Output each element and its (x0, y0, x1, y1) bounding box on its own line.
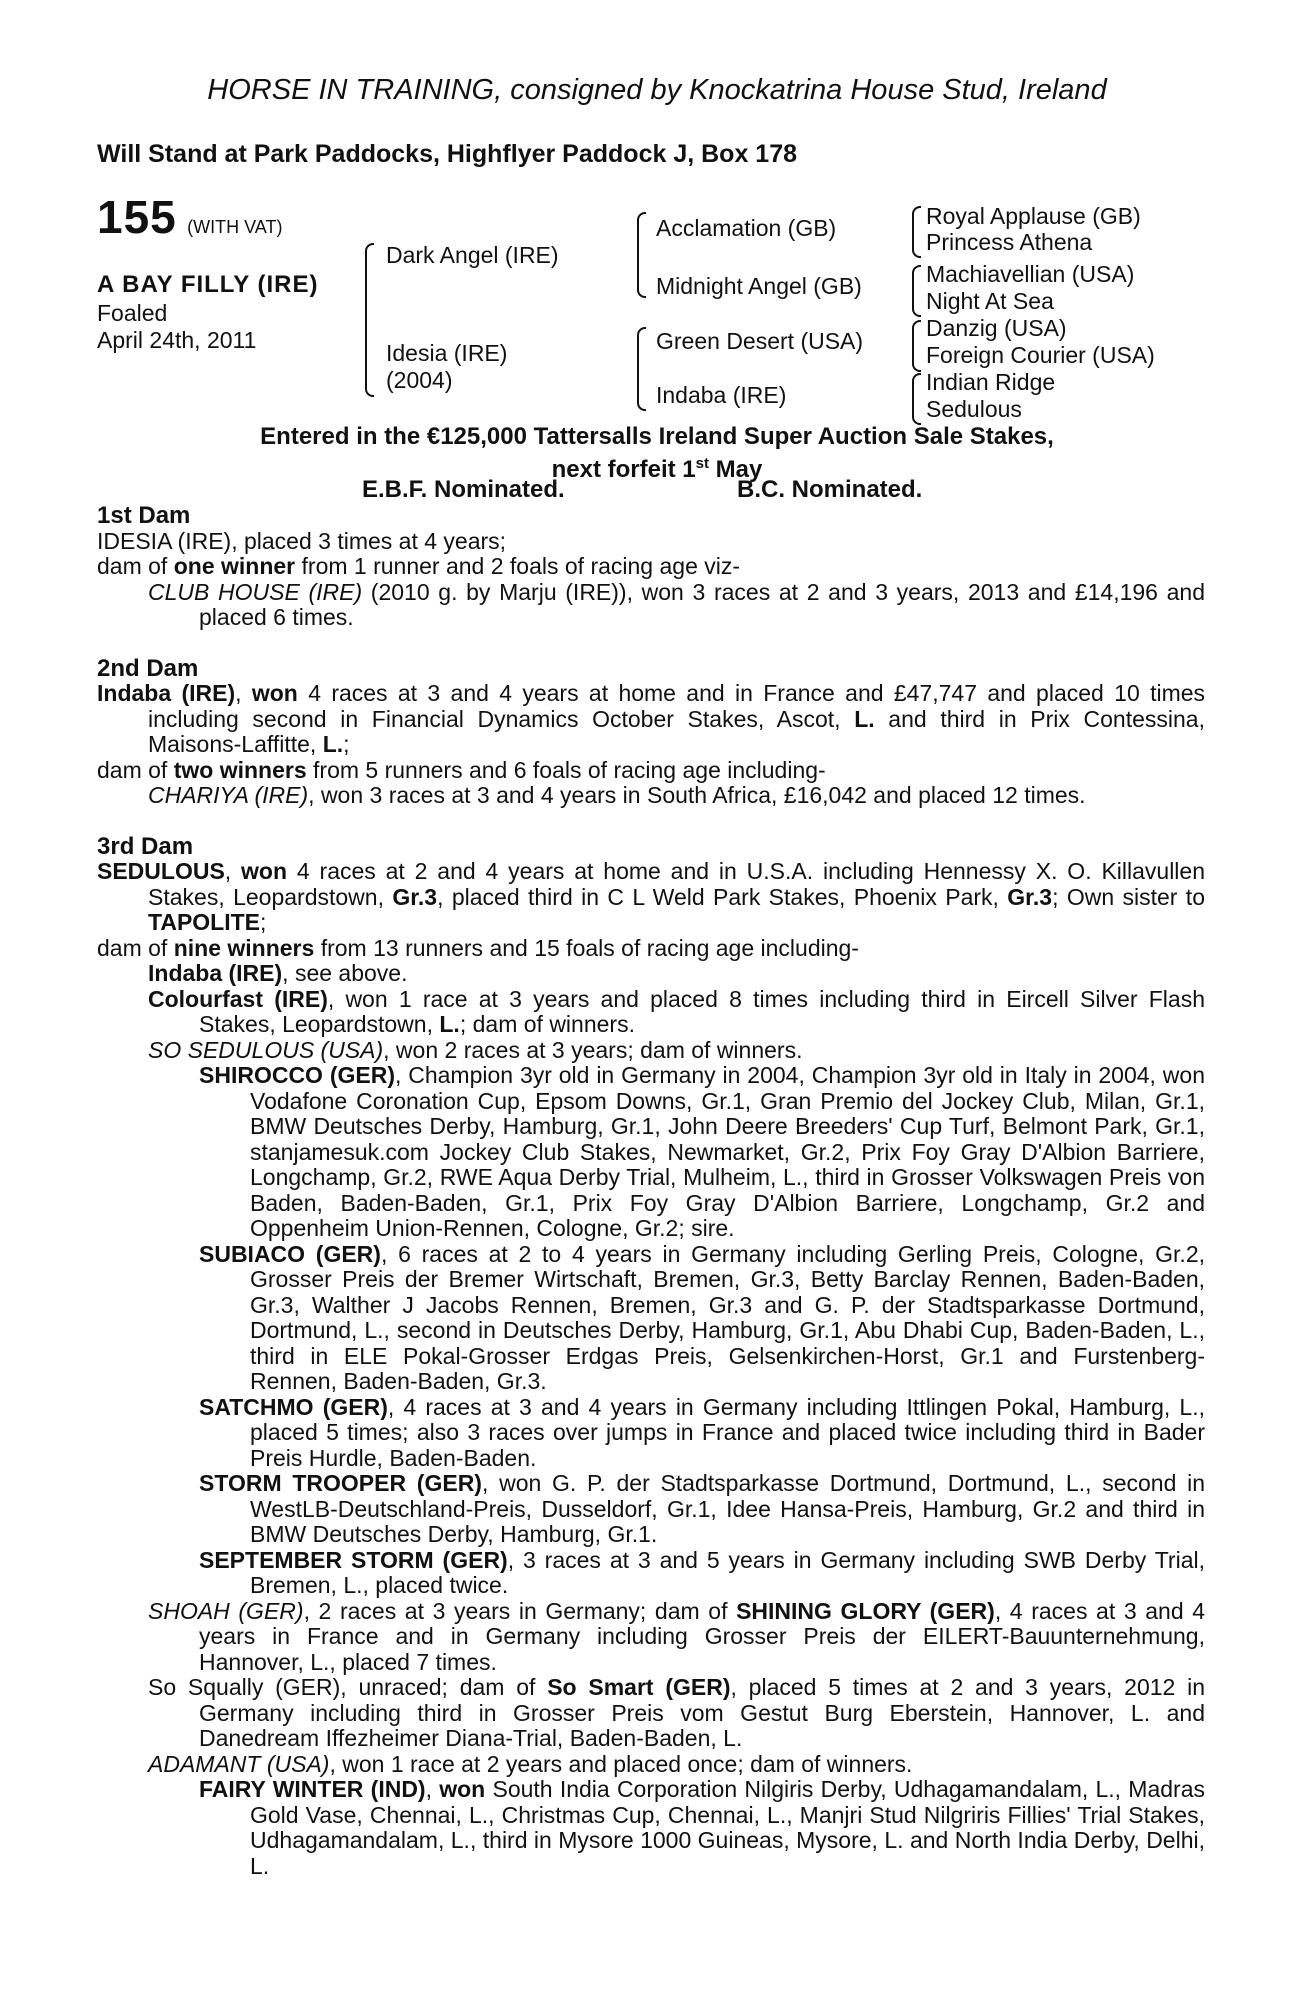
produce-so-sedulous: SO SEDULOUS (USA), won 2 races at 3 years; dam of winners. (148, 1036, 803, 1063)
bc-nomination: B.C. Nominated. (737, 476, 923, 503)
page-header: HORSE IN TRAINING, consigned by Knockatrina House Stud, Ireland (207, 74, 1107, 106)
produce-satchmo: SATCHMO (GER), 4 races at 3 and 4 years in Germany including Ittlingen Pokal, Hamburg, L., placed 5 times; also 3 races over jumps in France and placed twice including third in Bader Preis Hurdle, Baden-Baden. (199, 1393, 1205, 1471)
produce-shoah: SHOAH (GER), 2 races at 3 years in Germany; dam of SHINING GLORY (GER), 4 races at 3 and 4 years in France and in Germany including Grosser Preis der EILERT-Bauunternehmung, Hannover, L., placed 7 times. (148, 1597, 1206, 1675)
pedigree-brace-4 (912, 206, 921, 258)
pedigree-g7: Indian Ridge (926, 369, 1056, 395)
dam1-line2: dam of one winner from 1 runner and 2 foals of racing age viz- (97, 553, 741, 579)
pedigree-g6: Foreign Courier (USA) (926, 342, 1155, 368)
produce-indaba: Indaba (IRE), see above. (148, 960, 408, 986)
pedigree-g2: Princess Athena (926, 229, 1093, 255)
dam2-produce: CHARIYA (IRE), won 3 races at 3 and 4 years in South Africa, £16,042 and placed 12 times. (148, 782, 1086, 808)
produce-so-squally: So Squally (GER), unraced; dam of So Smart (GER), placed 5 times at 2 and 3 years, 2012 in Germany including third in Grosser Preis vom Gestut Burg Eberstein, Hannover, L. and Danedream Iffezheimer Diana-Trial, Baden-Baden, L. (148, 1674, 1205, 1751)
produce-storm-trooper: STORM TROOPER (GER), won G. P. der Stadtsparkasse Dortmund, Dortmund, L., second in WestLB-Deutschland-Preis, Dusseldorf, Gr.1, Idee Hansa-Preis, Hamburg, Gr.2 and third in BMW Deutsches Derby, Hamburg, Gr.1. (199, 1470, 1205, 1547)
dam3-dam-of: dam of nine winners from 13 runners and 15 foals of racing age including- (97, 934, 859, 961)
foaled-label: Foaled (97, 300, 168, 326)
pedigree-brace-7 (912, 373, 921, 425)
entry-line-2 (0, 450, 1314, 483)
pedigree-sire-dam: Midnight Angel (GB) (656, 273, 862, 299)
pedigree-g5: Danzig (USA) (926, 315, 1067, 341)
dam2-record: Indaba (IRE), won 4 races at 3 and 4 years at home and in France and £47,747 and placed 10 times including second in Financial Dynamics October Stakes, Ascot, L. and third in Prix Contessina, Maisons-Laffitte, L.; (97, 680, 1206, 757)
dam2-title: 2nd Dam (97, 654, 199, 682)
pedigree-brace-5 (912, 265, 921, 317)
pedigree-g1: Royal Applause (GB) (926, 203, 1141, 229)
catalogue-body (97, 503, 1205, 1879)
pedigree-dam-sire: Green Desert (USA) (656, 328, 864, 354)
entry-notice (0, 423, 1314, 483)
horse-name: A BAY FILLY (IRE) (97, 271, 319, 298)
pedigree-g3: Machiavellian (USA) (926, 261, 1135, 287)
dam1-title: 1st Dam (97, 502, 191, 529)
pedigree-sire: Dark Angel (IRE) (386, 242, 559, 268)
foaled-date: April 24th, 2011 (97, 327, 257, 353)
pedigree-brace-2 (637, 212, 646, 298)
pedigree-dam-dam: Indaba (IRE) (656, 382, 787, 408)
pedigree-brace-3 (637, 327, 646, 411)
produce-subiaco: SUBIACO (GER), 6 races at 2 to 4 years in Germany including Gerling Preis, Cologne, Gr.2, Grosser Preis der Bremer Wirtschaft, Bremen, Gr.3, Betty Barclay Rennen, Baden-Baden, Gr.3, Walther J Jacobs Rennen, Bremen, Gr.3 and G. P. der Stadtsparkasse Dortmund, Dortmund, L., second in Deutsches Derby, Hamburg, Gr.1, Abu Dhabi Cup, Baden-Baden, L., third in ELE Pokal-Grosser Erdgas Preis, Gelsenkirchen-Horst, Gr.1 and Furstenberg-Rennen, Baden-Baden, Gr.3. (199, 1240, 1205, 1394)
entry-line-2-pre: next forfeit 1 (551, 456, 696, 483)
dam1-line1: IDESIA (IRE), placed 3 times at 4 years; (97, 527, 507, 554)
entry-line-1: Entered in the €125,000 Tattersalls Ireland Super Auction Sale Stakes, (260, 423, 1054, 450)
location-line: Will Stand at Park Paddocks, Highflyer Paddock J, Box 178 (97, 140, 797, 168)
lot-number: 155 (97, 191, 177, 243)
produce-fairy-winter: FAIRY WINTER (IND), won South India Corporation Nilgiris Derby, Udhagamandalam, L., Madras Gold Vase, Chennai, L., Christmas Cup, Chennai, L., Manjri Stud Nilgriris Fillies' Trial Stakes, Udhagamandalam, L., third in Mysore 1000 Guineas, Mysore, L. and North India Derby, Delhi, L. (199, 1776, 1205, 1879)
entry-line-2-post: May (709, 456, 763, 483)
dam3-title: 3rd Dam (97, 832, 194, 860)
produce-colourfast: Colourfast (IRE), won 1 race at 3 years and placed 8 times including third in Eircell Silver Flash Stakes, Leopardstown, L.; dam of winners. (148, 985, 1205, 1037)
foaled-block (97, 300, 256, 354)
entry-line-2-sup: st (695, 455, 709, 472)
pedigree-g4: Night At Sea (926, 288, 1054, 314)
pedigree-g8: Sedulous (926, 396, 1022, 422)
produce-september-storm: SEPTEMBER STORM (GER), 3 races at 3 and 5 years in Germany including SWB Derby Trial, Bremen, L., placed twice. (199, 1546, 1205, 1598)
lot-block (97, 191, 283, 243)
pedigree-brace-1 (365, 243, 374, 397)
dam3-record: SEDULOUS, won 4 races at 2 and 4 years at home and in U.S.A. including Hennessy X. O. Killavullen Stakes, Leopardstown, Gr.3, placed third in C L Weld Park Stakes, Phoenix Park, Gr.3; Own sister to TAPOLITE; (97, 858, 1205, 935)
dam2-dam-of: dam of two winners from 5 runners and 6 foals of racing age including- (97, 756, 826, 783)
pedigree-dam: Idesia (IRE) (386, 340, 508, 366)
produce-adamant: ADAMANT (USA), won 1 race at 2 years and placed once; dam of winners. (148, 1750, 913, 1777)
dam1-produce: CLUB HOUSE (IRE) (2010 g. by Marju (IRE)), won 3 races at 2 and 3 years, 2013 and £14,196 and placed 6 times. (148, 578, 1205, 630)
produce-shirocco: SHIROCCO (GER), Champion 3yr old in Germany in 2004, Champion 3yr old in Italy in 2004, won Vodafone Coronation Cup, Epsom Downs, Gr.1, Gran Premio del Jockey Club, Milan, Gr.1, BMW Deutsches Derby, Hamburg, Gr.1, John Deere Breeders' Cup Turf, Belmont Park, Gr.1, stanjamesuk.com Jockey Club Stakes, Newmarket, Gr.2, Prix Foy Gray D'Albion Barriere, Longchamp, Gr.2, RWE Aqua Derby Trial, Mulheim, L., third in Grosser Volkswagen Preis von Baden, Baden-Baden, Gr.1, Prix Foy Gray D'Albion Barriere, Longchamp, Gr.2 and Oppenheim Union-Rennen, Cologne, Gr.2; sire. (199, 1062, 1205, 1241)
ebf-nomination: E.B.F. Nominated. (362, 476, 565, 503)
vat-label: (WITH VAT) (187, 217, 283, 237)
pedigree-dam-year: (2004) (386, 367, 453, 393)
pedigree-sire-sire: Acclamation (GB) (656, 215, 837, 241)
pedigree-brace-6 (912, 320, 921, 372)
